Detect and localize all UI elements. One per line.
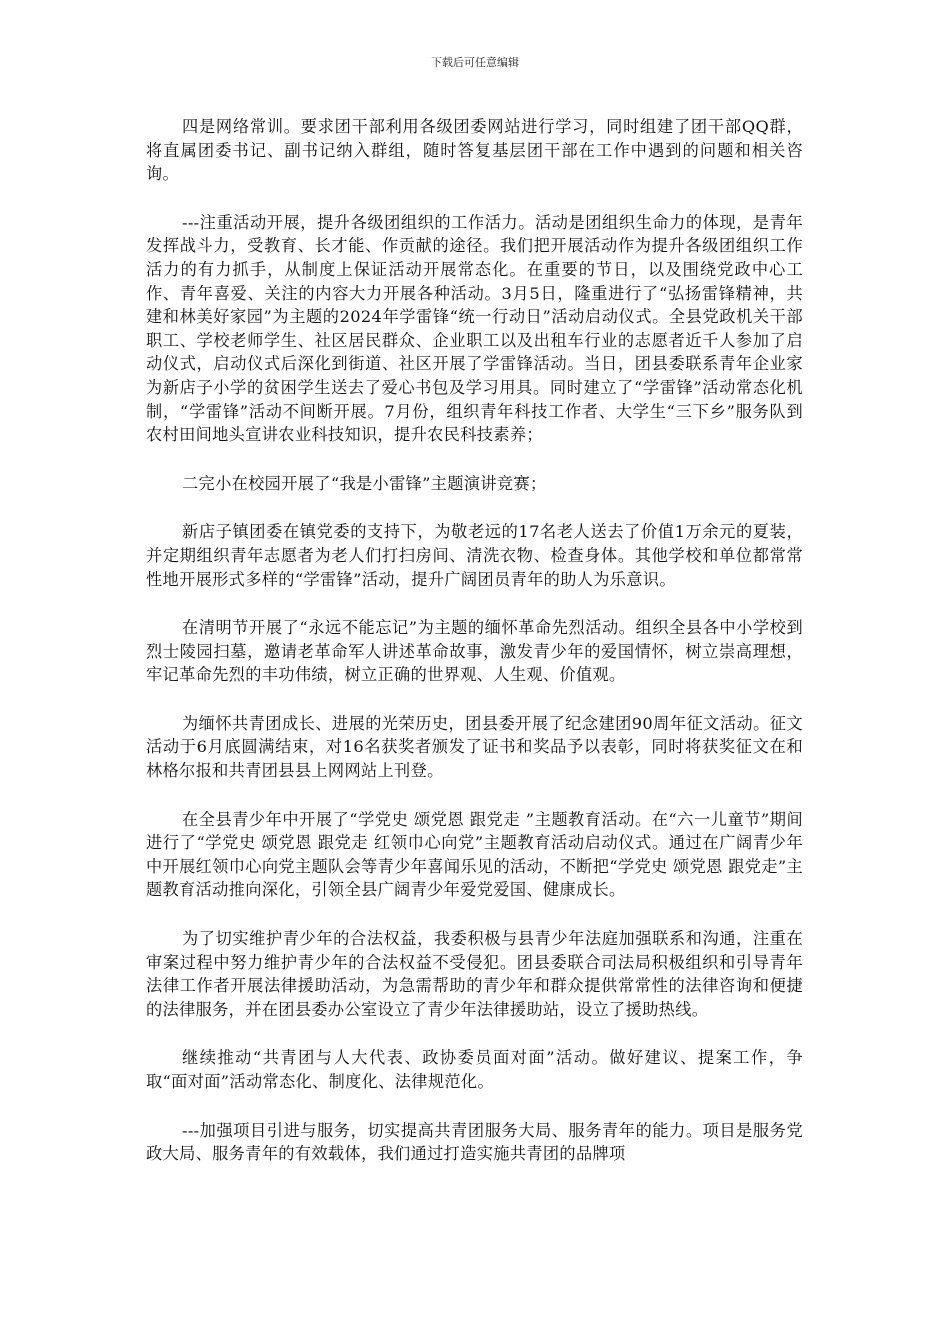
page-header-note: 下载后可任意编辑 — [431, 56, 519, 69]
paragraph-network-training: 四是网络常训。要求团干部利用各级团委网站进行学习，同时组建了团干部QQ群，将直属团委书记、副书记纳入群组，随时答复基层团干部在工作中遇到的问题和相关咨询。 — [146, 117, 803, 184]
paragraph-qingming-memorial: 在清明节开展了“永远不能忘记”为主题的缅怀革命先烈活动。组织全县各中小学校到烈士陵园扫墓，邀请老革命军人讲述革命故事，激发青少年的爱国情怀，树立崇高理想，牢记革命先烈的丰功伟绩，树立正确的世界观、人生观、价值观。 — [146, 618, 803, 685]
document-body — [146, 115, 803, 1191]
paragraph-legal-rights: 为了切实维护青少年的合法权益，我委积极与县青少年法庭加强联系和沟通，注重在审案过程中努力维护青少年的合法权益不受侵犯。团县委联合司法局积极组织和引导青年法律工作者开展法律援助活动，为急需帮助的青少年和群众提供常常性的法律咨询和便捷的法律服务，并在团县委办公室设立了青少年法律援助站，设立了援助热线。 — [146, 929, 803, 1019]
paragraph-essay-contest: 为缅怀共青团成长、进展的光荣历史，团县委开展了纪念建团90周年征文活动。征文活动于6月底圆满结束，对16名获奖者颁发了证书和奖品予以表彰，同时将获奖征文在和林格尔报和共青团县县上网网站上刊登。 — [146, 713, 803, 781]
paragraph-project-service: ---加强项目引进与服务，切实提高共青团服务大局、服务青年的能力。项目是服务党政大局、服务青年的有效载体，我们通过打造实施共青团的品牌项 — [146, 1120, 803, 1164]
paragraph-activity-development: ---注重活动开展，提升各级团组织的工作活力。活动是团组织生命力的体现，是青年发挥战斗力，受教育、长才能、作贡献的途径。我们把开展活动作为提升各级团组织工作活力的有力抓手，从制度上保证活动开展常态化。在重要的节日，以及围绕党政中心工作、青年喜爱、关注的内容大力开展各种活动。3月5日，隆重进行了“弘扬雷锋精神，共建和林美好家园”为主题的2024年学雷锋“统一行动日”活动启动仪式。全县党政机关干部职工、学校老师学生、社区居民群众、企业职工以及出租车行业的志愿者近千人参加了启动仪式，启动仪式后深化到街道、社区开展了学雷锋活动。当日，团县委联系青年企业家为新店子小学的贫困学生送去了爱心书包及学习用具。同时建立了“学雷锋”活动常态化机制，“学雷锋”活动不间断开展。7月份，组织青年科技工作者、大学生“三下乡”服务队到农村田间地头宣讲农业科技知识，提升农民科技素养； — [146, 212, 803, 445]
paragraph-speech-contest: 二完小在校园开展了“我是小雷锋”主题演讲竞赛； — [182, 473, 547, 493]
paragraph-face-to-face: 继续推动“共青团与人大代表、政协委员面对面”活动。做好建议、提案工作，争取“面对面”活动常态化、制度化、法律规范化。 — [146, 1048, 803, 1091]
paragraph-elderly-care: 新店子镇团委在镇党委的支持下，为敬老远的17名老人送去了价值1万余元的夏装，并定期组织青年志愿者为老人们打扫房间、清洗衣物、检查身体。其他学校和单位都常常性地开展形式多样的“学雷锋”活动，提升广阔团员青年的助人为乐意识。 — [146, 522, 803, 589]
paragraph-party-history-education: 在全县青少年中开展了“学党史 颂党恩 跟党走 ”主题教育活动。在“六一儿童节”期间进行了“学党史 颂党恩 跟党走 红领巾心向党”主题教育活动启动仪式。通过在广阔青少年中开展红领巾心向党主题队会等青少年喜闻乐见的活动，不断把“学党史 颂党恩 跟党走”主题教育活动推向深化，引领全县广阔青少年爱党爱国、健康成长。 — [146, 809, 803, 900]
